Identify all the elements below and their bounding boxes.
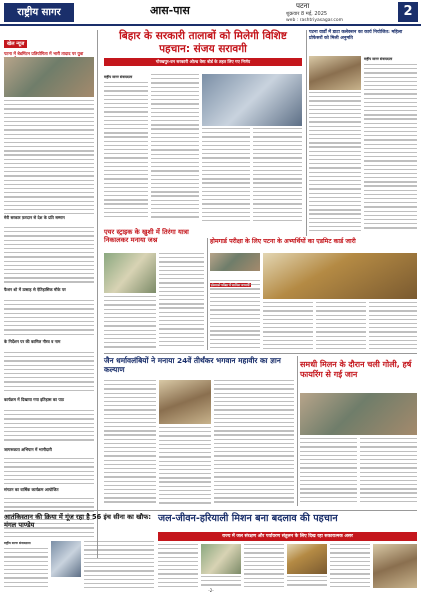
column-rule (207, 238, 208, 350)
article-text-lines (253, 128, 302, 224)
article-text-lines (84, 541, 154, 591)
edition-date: शुक्रवार 8 मई, 2025 (286, 11, 328, 17)
article-text-lines (287, 576, 327, 589)
homeguard-photo-1 (210, 253, 260, 271)
left-news-3 (4, 340, 94, 350)
lead-col-3 (202, 128, 250, 224)
left-news-4-body (4, 410, 94, 446)
lead-headline: बिहार के सरकारी तालाबों को मिलेगी विशिष्ट पहचान: संजय सरावगी (119, 30, 287, 55)
row-rule (104, 353, 417, 354)
jain-col-2 (159, 427, 211, 506)
left-news-5 (4, 448, 94, 457)
homeguard-col-3 (316, 302, 366, 350)
jal-col-1 (158, 544, 198, 588)
lead-col-4 (253, 128, 302, 224)
lead-col-2 (151, 74, 199, 224)
left-lead-header (4, 30, 94, 56)
article-text-lines (309, 92, 361, 234)
jal-col-2 (201, 576, 241, 588)
article-text-lines (244, 544, 284, 590)
jain-col-1 (104, 380, 156, 506)
left-news-1-body (4, 227, 94, 287)
article-text-lines (316, 302, 366, 352)
tiranga-photo (104, 253, 156, 293)
bottom-left-portrait (51, 541, 81, 577)
article-text-lines (210, 280, 260, 351)
left-news-5-body (4, 458, 94, 486)
section-title: आस-पास (150, 4, 190, 17)
jal-photo-3 (373, 544, 417, 588)
jal-col-4 (287, 576, 327, 588)
left-news-1 (4, 216, 94, 225)
article-text-lines (4, 100, 94, 217)
jain-col-3 (214, 380, 294, 506)
tiranga-col-1 (104, 296, 156, 350)
homeguard-caption (210, 271, 260, 277)
left-column (4, 30, 98, 558)
right-byline (364, 56, 417, 62)
left-news-3-body (4, 352, 94, 396)
article-text-lines (104, 296, 156, 350)
homeguard-col-4 (369, 302, 417, 350)
homeguard-story-header (210, 238, 417, 252)
jain-headline: जैन धर्मावलंबियों ने मनाया 24वें तीर्थंकर भगवान महावीर का ज्ञान कल्याण (104, 356, 281, 374)
article-text-lines (300, 438, 357, 505)
article-text-lines (159, 253, 204, 349)
bottom-left-byline (4, 541, 48, 547)
left-article-1-body (4, 100, 94, 220)
tiranga-headline: एयर स्ट्राइक के खुशी में तिरंगा यात्रा निकालकर मनाया जश्न (104, 228, 189, 244)
left-news-1-headline: मेरी सरकार फ़रदान से देश के प्रति सम्मान (4, 215, 65, 220)
left-news-3-headline: के निर्देशन पर की कामिल गौरव व नाम (4, 339, 61, 344)
left-lead-headline: पटना में बेडमिंटन प्रतियोगिता में भारी तादाद पर युवा (4, 51, 84, 56)
article-text-lines (330, 544, 370, 590)
article-text-lines (360, 438, 417, 505)
lead-subhead: गोरखपुर-वन सरकारी ओल्ड वेस्ट बोर्ड के तहत लिए गए निर्णय (104, 58, 302, 66)
samdhi-photo (300, 393, 417, 435)
column-rule (297, 356, 298, 506)
article-text-lines (104, 82, 148, 220)
article-text-lines (201, 576, 241, 589)
page-footer (200, 588, 222, 594)
left-news-4 (4, 398, 94, 408)
samdhi-col-2 (360, 438, 417, 506)
jal-subhead: राज्य में जल संरक्षण और पर्यावरण संतुलन के लिए दिख रहा सकारात्मक असर (222, 534, 353, 539)
left-news-2-headline: फैशन शो में उत्साह से ऐतिहासिक मौके पर (4, 287, 66, 292)
left-news-6 (4, 488, 94, 497)
article-text-lines (369, 302, 417, 352)
left-news-2-body (4, 300, 94, 338)
lead-photo (202, 74, 302, 126)
article-text-lines (4, 548, 48, 590)
jal-col-3 (244, 544, 284, 588)
article-text-lines (104, 380, 156, 506)
left-news-6-headline: संगठन का वार्षिक कार्यक्रम आयोजित (4, 487, 59, 492)
article-text-lines (4, 227, 94, 286)
right-col-2 (364, 64, 417, 234)
left-news-5-headline: जागरूकता अभियान में भागीदारी (4, 447, 52, 452)
article-text-lines (4, 410, 94, 444)
masthead (0, 0, 421, 26)
jal-col-5 (330, 544, 370, 588)
bottom-left-byline-text: राष्ट्रीय सागर संवाददाता (4, 541, 31, 545)
homeguard-photo-2 (263, 253, 417, 299)
article-text-lines (4, 300, 94, 338)
article-text-lines (364, 64, 417, 232)
jal-photo-2 (287, 544, 327, 574)
jal-story-header (158, 513, 417, 531)
website-url: web : rashtriyasagar.com (286, 18, 343, 23)
homeguard-headline: होमगार्ड परीक्षा के लिए पटना के अभ्यर्थियों का एडमिट कार्ड जारी (210, 238, 356, 245)
article-text-lines (151, 74, 199, 221)
homeguard-col-1 (210, 280, 260, 350)
samdhi-headline: समधी मिलन के दौरान चली गोली, हर्ष फायरिंग से गई जान (300, 360, 412, 379)
bottom-left-col-1 (4, 548, 48, 588)
bottom-left-story-header (4, 513, 154, 539)
page-number: 2 (398, 2, 418, 22)
jain-photo (159, 380, 211, 424)
tiranga-col-2 (159, 253, 204, 350)
jain-story-header (104, 356, 294, 378)
article-text-lines (202, 128, 250, 224)
newspaper-logo: राष्ट्रीय सागर (4, 3, 74, 22)
jal-headline: जल-जीवन-हरियाली मिशन बना बदलाव की पहचान (158, 513, 338, 524)
section-tag: खेल न्यूज (4, 40, 27, 48)
left-photo-1 (4, 57, 94, 97)
bottom-left-col-2 (84, 541, 154, 588)
homeguard-col-2 (263, 302, 313, 350)
samdhi-col-1 (300, 438, 357, 506)
samdhi-story-header (300, 360, 417, 390)
right-photo (309, 56, 361, 90)
right-byline-text: राष्ट्रीय सागर संवाददाता (364, 57, 393, 61)
article-text-lines (4, 458, 94, 487)
lead-col-1 (104, 82, 148, 222)
left-news-4-headline: कार्यक्रम में दिखाया गया इतिहास का पाठ (4, 397, 64, 402)
article-text-lines (214, 380, 294, 506)
tiranga-story-header (104, 228, 204, 250)
bottom-left-headline: आतंकिस्तान की क्रिया में गूंज रहा है 56 इंच सीना का खौफ: मंगल पाण्डेय (4, 513, 151, 530)
article-text-lines (159, 427, 211, 507)
row-rule (4, 510, 417, 511)
right-story-header (309, 30, 417, 54)
page-footer-mark: -2- (208, 588, 214, 593)
jal-subhead-bar (158, 532, 417, 541)
left-news-2 (4, 288, 94, 298)
jal-photo-1 (201, 544, 241, 574)
lead-byline (104, 74, 148, 80)
column-rule (306, 30, 307, 236)
lead-byline-text: राष्ट्रीय सागर संवाददाता (104, 75, 133, 79)
lead-story-header (104, 30, 302, 72)
right-headline: पटना वार्डों में डाटा कलेक्शन का कार्य नियोजित: महिला प्रोफेसरों को मिली अनुमति (309, 30, 403, 41)
right-col-1 (309, 92, 361, 234)
article-text-lines (263, 302, 313, 352)
article-text-lines (158, 544, 198, 590)
article-text-lines (4, 352, 94, 394)
edition-city: पटना (296, 2, 310, 10)
